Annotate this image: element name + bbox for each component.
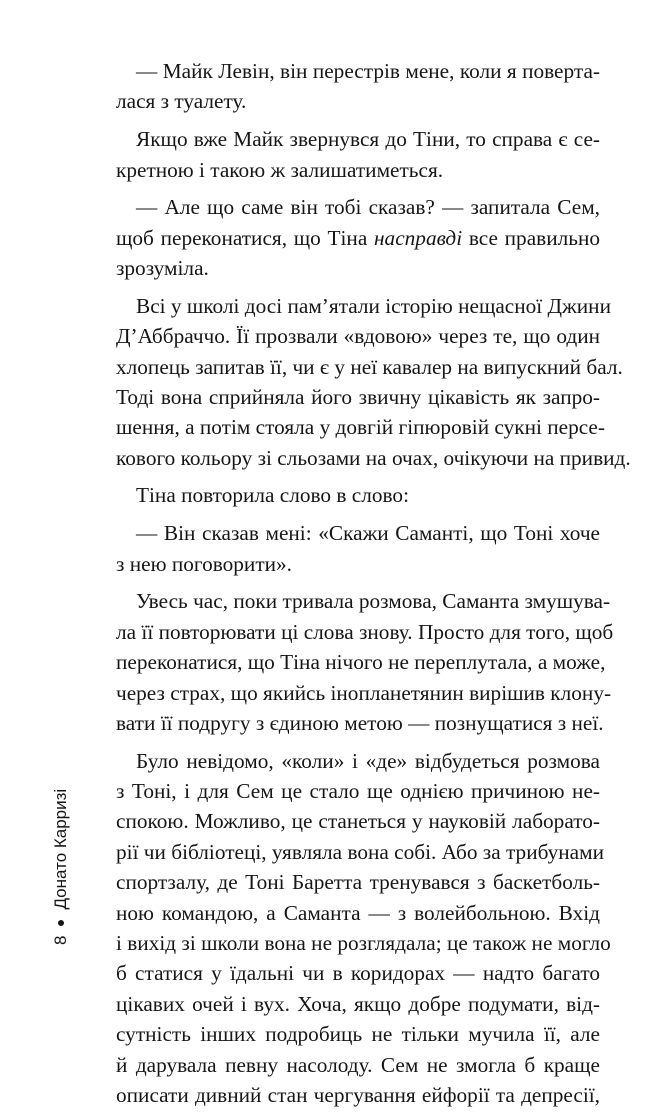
text-line: вати її подругу з єдиною метою — познущатися з неї.	[116, 710, 604, 735]
text-line: переконатися, що Тіна нічого не переплутала, а може,	[116, 650, 606, 675]
emphasized-word: насправді	[373, 225, 463, 250]
text-line: лася з туалету.	[116, 89, 247, 114]
text-line: — Він сказав мені: «Скажи Саманті, що Тоні хоче	[136, 521, 600, 546]
text-line-part: все правильно	[462, 225, 600, 250]
text-line: з нею поговорити».	[116, 551, 293, 576]
text-line: сутність інших подробиць не тільки мучила її, але	[116, 1022, 600, 1047]
page-body-text	[116, 56, 631, 1118]
text-line: Д’Аббраччо. Її прозвали «вдовою» через те, що один	[116, 324, 600, 349]
text-line: кретною і такою ж залишатиметься.	[116, 157, 444, 182]
paragraph	[116, 586, 614, 738]
text-line: ною командою, а Саманта — з волейбольною. Вхід	[116, 900, 600, 925]
page-number: 8	[51, 935, 70, 945]
text-line: ла її повторювати ці слова знову. Просто для того, щоб	[116, 619, 614, 644]
running-author: Донато Карризі	[51, 788, 70, 910]
text-line: і вихід зі школи вона не розглядала; це також не могло	[116, 931, 611, 956]
text-line: спортзалу, де Тоні Баретта тренувався з баскетболь-	[116, 870, 600, 895]
text-line: — Але що саме він тобі сказав? — запитала Сем,	[136, 195, 600, 220]
bullet-separator-icon	[58, 920, 64, 926]
text-line: Тоді вона сприйняла його звичну цікавість як запро-	[116, 384, 600, 409]
text-line: зрозуміла.	[116, 256, 209, 281]
text-line: цікавих очей і вух. Хоча, якщо добре подумати, від-	[116, 991, 600, 1016]
text-line: кового кольору зі сльозами на очах, очікуючи на привид.	[116, 445, 631, 470]
text-line	[116, 223, 600, 253]
text-line: Увесь час, поки тривала розмова, Саманта змушува-	[136, 589, 611, 614]
text-line: описати дивний стан чергування ейфорії та депресії,	[116, 1083, 600, 1108]
paragraph	[116, 291, 631, 473]
text-line: — Майк Левін, він перестрів мене, коли я поверта-	[136, 59, 600, 83]
paragraph	[116, 518, 600, 579]
text-line: спокою. Можливо, це станеться у науковій лаборато-	[116, 809, 600, 834]
text-line: б статися у їдальні чи в коридорах — надто багато	[116, 961, 600, 986]
text-line: Всі у школі досі пам’ятали історію нещасної Джини	[136, 293, 611, 318]
text-line: хлопець запитав її, чи є у неї кавалер на випускний бал.	[116, 354, 623, 379]
text-line: й дарувала певну насолоду. Сем не змогла б краще	[116, 1052, 600, 1077]
text-line: Тіна повторила слово в слово:	[136, 483, 409, 508]
paragraph	[116, 124, 600, 185]
paragraph	[116, 746, 611, 1111]
paragraph	[116, 192, 600, 283]
text-line: рії чи бібліотеці, уявляла вона собі. Або за трибунами	[116, 839, 604, 864]
paragraph	[116, 56, 600, 117]
running-footer	[51, 789, 71, 945]
text-line-part: щоб переконатися, що Тіна	[116, 225, 374, 250]
text-line: шення, а потім стояла у довгій гіпюровій сукні персе-	[116, 415, 605, 440]
text-line: Якщо вже Майк звернувся до Тіни, то справа є се-	[136, 127, 600, 152]
text-line: з Тоні, і для Сем це стало ще однією причиною не-	[116, 779, 600, 804]
text-line: Було невідомо, «коли» і «де» відбудеться розмова	[136, 748, 600, 773]
paragraph	[116, 480, 600, 510]
text-line: через страх, що якийсь інопланетянин вирішив клону-	[116, 680, 612, 705]
